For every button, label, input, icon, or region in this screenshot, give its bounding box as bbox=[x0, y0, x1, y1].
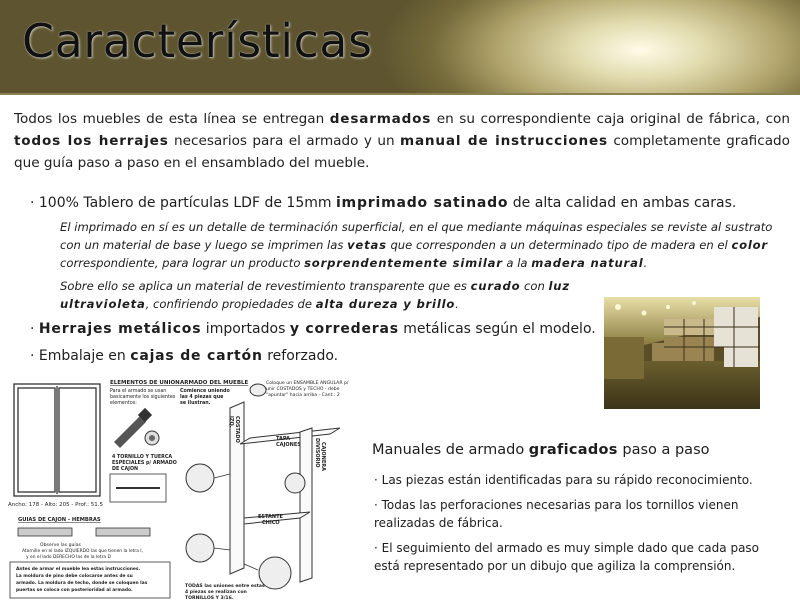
sub-text: . bbox=[455, 297, 459, 311]
tapa-label: TAPA bbox=[276, 436, 290, 442]
header-banner bbox=[0, 0, 800, 95]
manual-item: · Las piezas están identificadas para su rápido reconocimiento. bbox=[374, 473, 753, 487]
sub-bold: luz ultravioleta bbox=[60, 279, 570, 311]
sub-bold: vetas bbox=[347, 238, 387, 252]
warning-text: armado. La moldura de techo, donde se coloquen las bbox=[16, 581, 148, 586]
armado-text: las 4 piezas que bbox=[180, 395, 224, 400]
sub-text: correspondiente, para lograr un producto bbox=[60, 256, 305, 270]
assembly-diagram bbox=[0, 378, 350, 600]
warning-text: puertas se coloca con posterioridad al armado. bbox=[16, 588, 133, 593]
sub-imprimado bbox=[60, 218, 785, 272]
chico-label: CHICO bbox=[262, 520, 280, 526]
sub-bold: color bbox=[731, 238, 768, 252]
assembly-drawing bbox=[0, 378, 350, 600]
todas-text: TORNILLOS Y 3/16. bbox=[185, 596, 234, 600]
intro-paragraph bbox=[14, 108, 790, 174]
union-heading: ELEMENTOS DE UNION bbox=[110, 380, 180, 386]
sub-text: , confiriendo propiedades de bbox=[145, 297, 316, 311]
intro-text: Todos los muebles de esta línea se entregan bbox=[14, 111, 330, 127]
sub-revestimiento bbox=[60, 277, 590, 313]
tornillo-text: 4 TORNILLO Y TUERCA bbox=[112, 455, 173, 460]
manual-item: · El seguimiento del armado es muy simple dado que cada paso está representado por un dibujo que agiliza la comprensión. bbox=[374, 541, 760, 573]
sub-text: con bbox=[520, 279, 549, 293]
note-text: "apuntar" hacia arriba - Cant.: 2 bbox=[266, 393, 340, 398]
bullet-bold: imprimado satinado bbox=[335, 195, 509, 211]
bullet-herrajes bbox=[30, 321, 596, 337]
guias-heading: GUIAS DE CAJON - HEMBRAS bbox=[18, 517, 101, 523]
bullet-tablero bbox=[30, 195, 736, 211]
dimensions-label: Ancho: 178 - Alto: 205 - Prof.: 51.5 bbox=[8, 502, 103, 508]
bullet-bold: cajas de cartón bbox=[130, 348, 263, 364]
sub-text: . bbox=[643, 256, 648, 270]
note-text: Coloque un ENSAMBLE ANGULAR p/ bbox=[266, 381, 349, 386]
bullet-text: · bbox=[30, 321, 39, 337]
divisorio-label: DIVISORIO bbox=[314, 438, 320, 468]
panel-group bbox=[230, 402, 340, 582]
bullet-text: · Embalaje en bbox=[30, 348, 131, 364]
bullet-embalaje bbox=[30, 348, 338, 364]
bullet-text: reforzado. bbox=[262, 348, 339, 364]
izq-label: IZQ. bbox=[228, 416, 234, 428]
intro-text: en su correspondiente caja original de fábrica, con bbox=[431, 111, 790, 127]
sub-bold: madera natural bbox=[531, 256, 644, 270]
cajonera-label: CAJONERA bbox=[320, 442, 326, 471]
page-title: Características bbox=[22, 14, 373, 68]
cajones-label: CAJONES bbox=[276, 442, 301, 448]
sub-bold: curado bbox=[470, 279, 521, 293]
sub-bold: sorprendentemente similar bbox=[304, 256, 503, 270]
detail-circles bbox=[186, 464, 305, 589]
bullet-text: · 100% Tablero de partículas LDF de 15mm bbox=[30, 195, 336, 211]
manual-item: · Todas las perforaciones necesarias para los tornillos vienen realizadas de fábrica. bbox=[374, 498, 739, 530]
warehouse-image bbox=[604, 297, 760, 409]
armado-text: Comience uniendo bbox=[180, 389, 230, 394]
intro-bold: todos los herrajes bbox=[14, 133, 169, 149]
warning-text: La moldura de pino debe colocarse antes de su bbox=[16, 574, 133, 579]
sub-text: que corresponden a un determinado tipo de madera en el bbox=[386, 238, 732, 252]
manual-text: Manuales de armado bbox=[372, 442, 529, 458]
armado-heading: ARMADO DEL MUEBLE bbox=[180, 380, 249, 386]
todas-text: TODAS las uniones entre estas bbox=[185, 584, 265, 589]
manual-bold: graficados bbox=[528, 442, 618, 458]
intro-bold: desarmados bbox=[329, 111, 432, 127]
guide-rails bbox=[18, 528, 150, 536]
warning-text: Antes de armar el mueble lea estas instrucciones. bbox=[16, 567, 141, 572]
sub-text: Sobre ello se aplica un material de revestimiento transparente que es bbox=[60, 279, 471, 293]
bullet-text: metálicas según el modelo. bbox=[398, 321, 596, 337]
bullet-bold: y correderas bbox=[289, 321, 399, 337]
sub-text: a la bbox=[502, 256, 532, 270]
atornille-text: Atornille en el lado IZQUIERDO las que tienen la letra I, bbox=[22, 549, 143, 554]
sub-bold: alta dureza y brillo bbox=[315, 297, 456, 311]
bracket-icon bbox=[250, 384, 266, 396]
bullet-text: importados bbox=[201, 321, 290, 337]
union-text: basicamente los siguientes bbox=[110, 395, 176, 400]
observe-text: Observe las guías bbox=[40, 543, 81, 548]
warehouse-photo bbox=[604, 297, 760, 409]
note-text: unir COSTADOS y TECHO - debe bbox=[266, 387, 340, 392]
wardrobe-outline bbox=[14, 384, 100, 496]
estante-label: ESTANTE bbox=[258, 514, 283, 520]
sub-text: El imprimado en sí es un detalle de terminación superficial, en el que mediante máquinas especiales se reviste al sustrato con un material de base y luego se imprimen las bbox=[60, 220, 773, 252]
union-text: Para el armado se usan bbox=[110, 389, 167, 394]
intro-text: necesarios para el armado y un bbox=[168, 133, 400, 149]
intro-text: completamente graficado que guía paso a paso en el ensamblado del mueble. bbox=[14, 133, 790, 171]
derecho-text: y en el lado DERECHO las de la letra D bbox=[26, 555, 111, 560]
intro-bold: manual de instrucciones bbox=[399, 133, 608, 149]
union-text: elementos: bbox=[110, 401, 137, 406]
manual-heading bbox=[372, 442, 710, 458]
manual-text: paso a paso bbox=[617, 442, 710, 458]
screw-icon bbox=[114, 408, 159, 448]
todas-text: 4 piezas se realizan con bbox=[185, 590, 247, 595]
bullet-bold: Herrajes metálicos bbox=[38, 321, 202, 337]
bullet-text: de alta calidad en ambas caras. bbox=[508, 195, 737, 211]
armado-text: se ilustran. bbox=[180, 401, 211, 406]
tornillo-text: ESPECIALES p/ ARMADO bbox=[112, 461, 177, 466]
costado-label: COSTADO bbox=[234, 416, 240, 443]
tornillo-text: DE CAJON bbox=[112, 467, 139, 472]
